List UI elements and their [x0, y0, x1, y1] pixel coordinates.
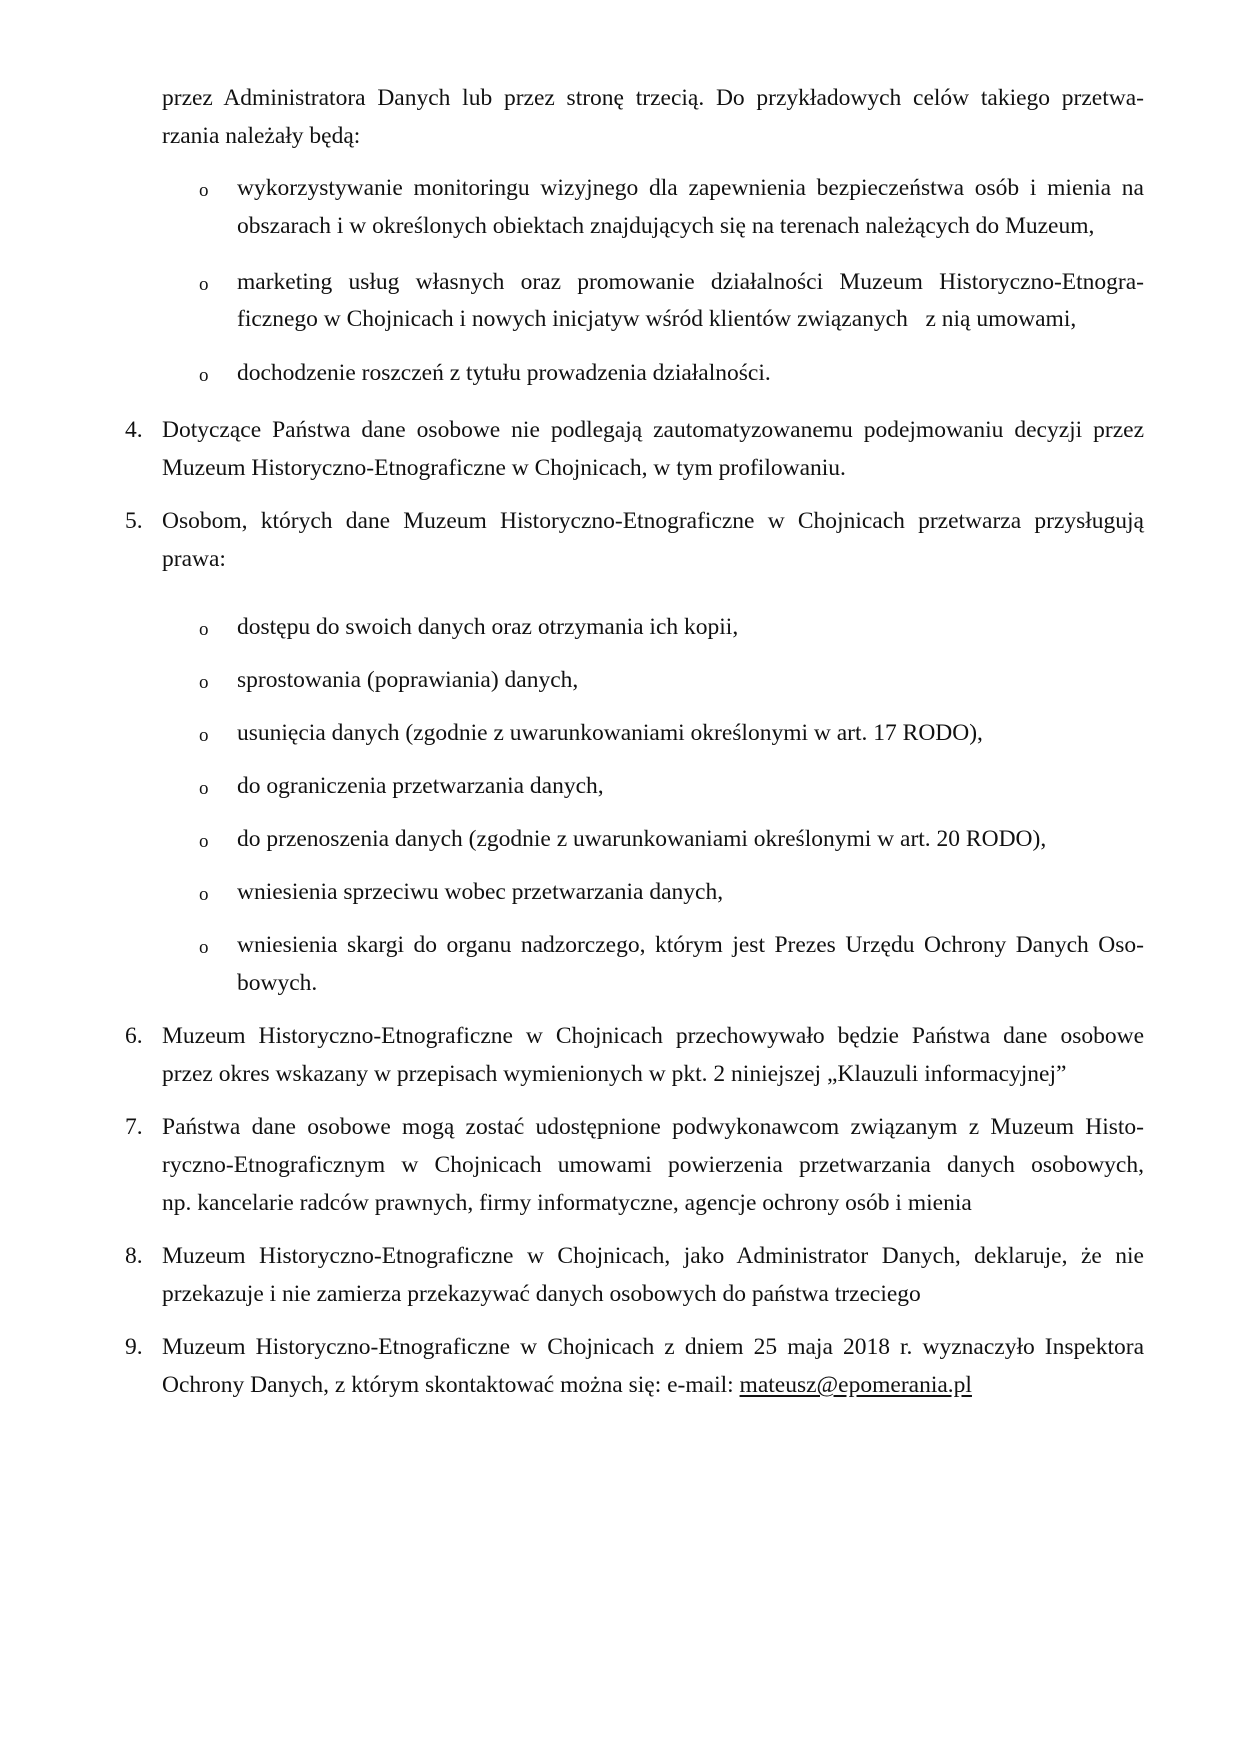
item-4-line-1: Dotyczące Państwa dane osobowe nie podlegają zautomatyzowanemu podejmowaniu decyzji przez	[162, 417, 1144, 443]
bullet-marker: o	[199, 180, 209, 201]
item-7-line-3: np. kancelarie radców prawnych, firmy informatyczne, agencje ochrony osób i mienia	[162, 1190, 972, 1216]
right-6: wniesienia sprzeciwu wobec przetwarzania danych,	[237, 879, 724, 905]
item-6-number: 6.	[125, 1023, 143, 1049]
right-7-line-1: wniesienia skargi do organu nadzorczego, którym jest Prezes Urzędu Ochrony Danych Oso-	[237, 932, 1144, 958]
item-8-number: 8.	[125, 1243, 143, 1269]
bullet-marker: o	[199, 884, 209, 905]
purpose-2-line-1: marketing usług własnych oraz promowanie działalności Muzeum Historyczno-Etnogra-	[237, 269, 1144, 295]
bullet-marker: o	[199, 365, 209, 386]
item-8-line-2: przekazuje i nie zamierza przekazywać danych osobowych do państwa trzeciego	[162, 1281, 921, 1307]
item-7-line-1: Państwa dane osobowe mogą zostać udostępnione podwykonawcom związanym z Muzeum Histo-	[162, 1114, 1144, 1140]
item-5-line-2: prawa:	[162, 546, 226, 572]
purpose-3-line-1: dochodzenie roszczeń z tytułu prowadzenia działalności.	[237, 360, 771, 386]
purpose-1-line-1: wykorzystywanie monitoringu wizyjnego dla zapewnienia bezpieczeństwa osób i mienia na	[237, 175, 1144, 201]
item-6-line-2: przez okres wskazany w przepisach wymienionych w pkt. 2 niniejszej „Klauzuli informacyjnej”	[162, 1061, 1067, 1087]
right-7-line-2: bowych.	[237, 970, 318, 996]
item-9-line-1: Muzeum Historyczno-Etnograficzne w Chojnicach z dniem 25 maja 2018 r. wyznaczyło Inspektora	[162, 1334, 1144, 1360]
item-4-number: 4.	[125, 417, 143, 443]
item-9-number: 9.	[125, 1334, 143, 1360]
right-1: dostępu do swoich danych oraz otrzymania ich kopii,	[237, 614, 739, 640]
right-4: do ograniczenia przetwarzania danych,	[237, 773, 604, 799]
intro-line-1: przez Administratora Danych lub przez stronę trzecią. Do przykładowych celów takiego przetwa-	[162, 85, 1144, 111]
item-6-line-1: Muzeum Historyczno-Etnograficzne w Chojnicach przechowywało będzie Państwa dane osobowe	[162, 1023, 1144, 1049]
item-5-number: 5.	[125, 508, 143, 534]
bullet-marker: o	[199, 619, 209, 640]
bullet-marker: o	[199, 672, 209, 693]
purpose-2-line-2: ficznego w Chojnicach i nowych inicjatyw wśród klientów związanych z nią umowami,	[237, 306, 1077, 332]
right-2: sprostowania (poprawiania) danych,	[237, 667, 579, 693]
intro-line-2: rzania należały będą:	[162, 123, 361, 149]
bullet-marker: o	[199, 831, 209, 852]
bullet-marker: o	[199, 725, 209, 746]
right-3: usunięcia danych (zgodnie z uwarunkowaniami określonymi w art. 17 RODO),	[237, 720, 983, 746]
purpose-1-line-2: obszarach i w określonych obiektach znajdujących się na terenach należących do Muzeum,	[237, 213, 1095, 239]
item-8-line-1: Muzeum Historyczno-Etnograficzne w Chojnicach, jako Administrator Danych, deklaruje, że nie	[162, 1243, 1144, 1269]
bullet-marker: o	[199, 778, 209, 799]
item-7-line-2: ryczno-Etnograficznym w Chojnicach umowami powierzenia przetwarzania danych osobowych,	[162, 1152, 1144, 1178]
item-5-line-1: Osobom, których dane Muzeum Historyczno-Etnograficzne w Chojnicach przetwarza przysługują	[162, 508, 1144, 534]
item-9-line-2-text: Ochrony Danych, z którym skontaktować można się: e-mail:	[162, 1372, 740, 1398]
email-link[interactable]: mateusz@epomerania.pl	[739, 1372, 972, 1398]
bullet-marker: o	[199, 937, 209, 958]
bullet-marker: o	[199, 274, 209, 295]
item-9-line-2	[162, 1366, 972, 1404]
right-5: do przenoszenia danych (zgodnie z uwarunkowaniami określonymi w art. 20 RODO),	[237, 826, 1047, 852]
item-4-line-2: Muzeum Historyczno-Etnograficzne w Chojnicach, w tym profilowaniu.	[162, 455, 846, 481]
item-7-number: 7.	[125, 1114, 143, 1140]
